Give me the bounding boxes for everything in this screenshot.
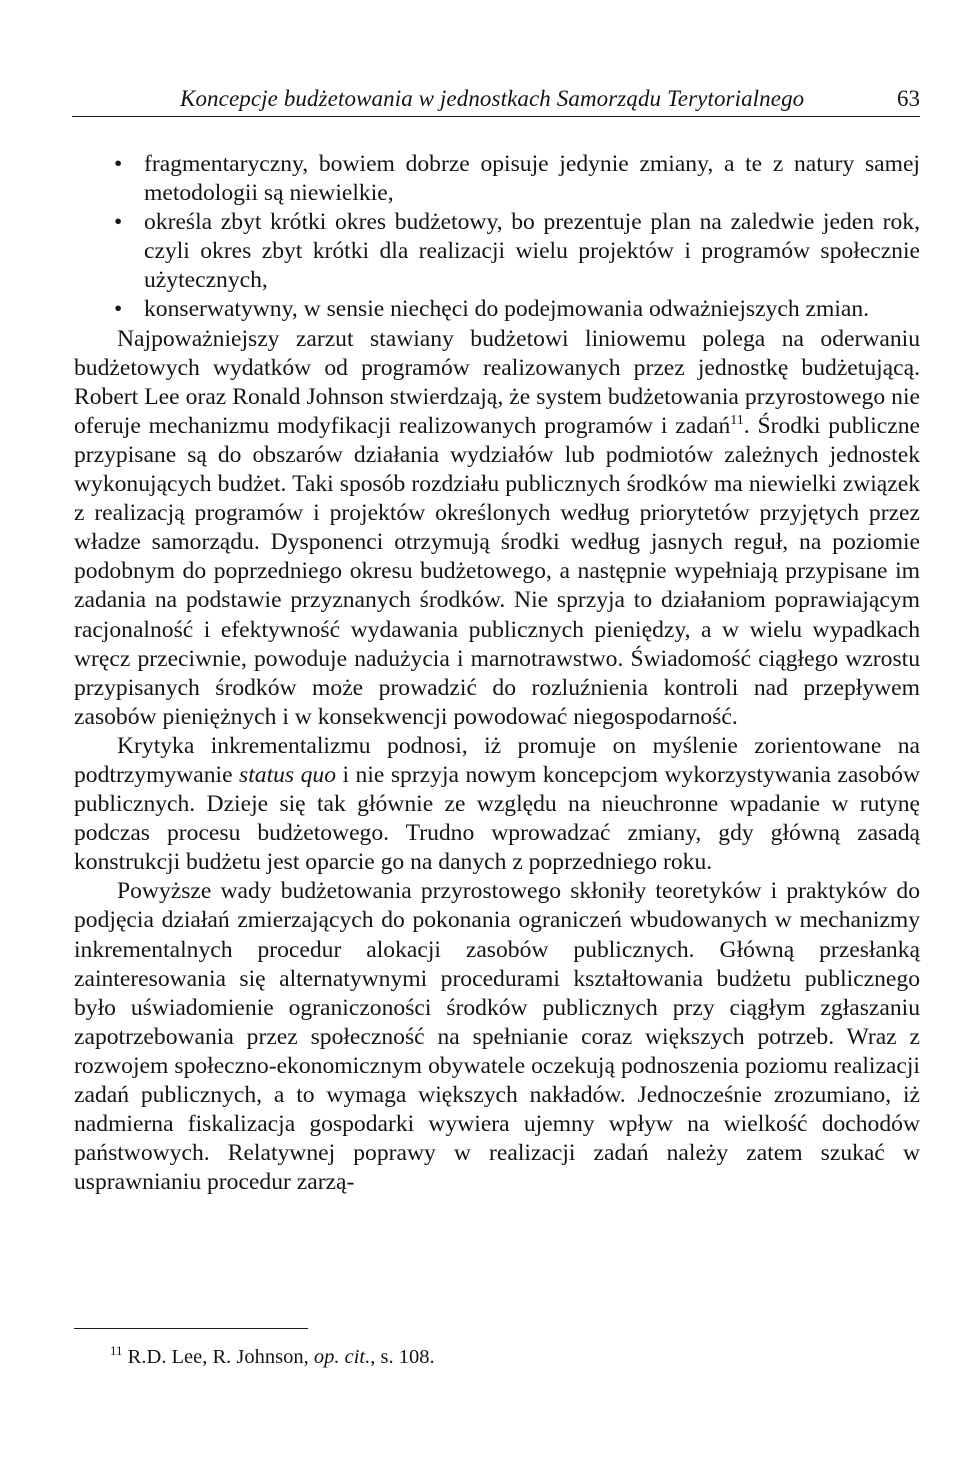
main-text [74,150,920,1197]
list-item [74,295,920,324]
bullet-list [74,150,920,325]
footnote-text: R.D. Lee, R. Johnson, [122,1346,314,1368]
bullet-icon: • [114,151,123,177]
list-item-text: określa zbyt krótki okres budżetowy, bo prezentuje plan na zaledwie jeden rok, czyli okres zbyt krótki dla realizacji wielu projektów i programów społecznie użytecznych, [144,209,920,294]
page-header [72,82,920,117]
footnote-divider [74,1328,308,1329]
list-item [74,150,920,208]
bullet-icon: • [114,209,123,236]
paragraph-text: . Środki publiczne przypisane są do obszarów działania wydziałów lub podmiotów zależnych jednostek wykonujących budżet. Taki sposób rozdziału publicznych środków ma niewielki związek z realizacją programów i projektów określonych według priorytetów przyjętych przez władze samorządu. Dysponenci otrzymują środki według jasnych reguł, na poziomie podobnym do poprzedniego okresu budżetowego, a następnie wypełniają przypisane im zadania na podstawie przyznanych środków. Nie sprzyja to działaniom poprawiającym racjonalność i efektywność wydawania publicznych pieniędzy, a w wielu wypadkach wręcz przeciwnie, powoduje nadużycia i marnotrawstwo. Świadomość ciągłego wzrostu przypisanych środków może prowadzić do rozluźnienia kontroli nad przepływem zasobów pieniężnych i w konsekwencji powodować niegospodarność. [74,412,921,730]
footnote-italic: op. cit. [313,1346,371,1368]
footnote [110,1343,435,1369]
page-number: 63 [897,86,920,111]
footnote-reference: 11 [730,412,744,428]
italic-term: status quo [239,761,336,788]
list-item-text: konserwatywny, w sensie niechęci do podejmowania odważniejszych zmian. [144,296,870,323]
paragraph-text: Najpoważniejszy zarzut stawiany budżetowi liniowemu polega na oderwaniu budżetowych wydatków od programów realizowanych przez jednostkę budżetującą. Robert Lee oraz Ronald Johnson stwierdzają, że system budżetowania przyrostowego nie oferuje mechanizmu modyfikacji realizowanych programów i zadań [74,325,920,439]
bullet-icon: • [114,296,123,323]
running-title: Koncepcje budżetowania w jednostkach Samorządu Terytorialnego [180,86,805,111]
footnote-text: , s. 108. [370,1346,435,1368]
paragraph-critique [74,325,920,732]
paragraph-incrementalism [74,732,920,877]
paragraph-text: i nie sprzyja nowym koncepcjom wykorzystywania zasobów publicznych. Dzieje się tak głównie ze względu na nieuchronne wpadanie w rutynę podczas procesu budżetowego. Trudno wprowadzać zmiany, gdy główną zasadą konstrukcji budżetu jest oparcie go na danych z poprzedniego roku. [74,761,920,876]
paragraph-alternatives: Powyższe wady budżetowania przyrostowego skłoniły teoretyków i praktyków do podjęcia działań zmierzających do pokonania ograniczeń wbudowanych w mechanizmy inkrementalnych procedur alokacji zasobów publicznych. Główną przesłanką zainteresowania się alternatywnymi procedurami kształtowania budżetu publicznego było uświadomienie ograniczoności środków publicznych przy ciągłym zgłaszaniu zapotrzebowania przez społeczność na spełnianie coraz większych potrzeb. Wraz z rozwojem społeczno-ekonomicznym obywatele oczekują podnoszenia poziomu realizacji zadań publicznych, a to wymaga większych nakładów. Jednocześnie zrozumiano, iż nadmierna fiskalizacja gospodarki wywiera ujemny wpływ na wielkość dochodów państwowych. Relatywnej poprawy w realizacji zadań należy zatem szukać w usprawnianiu procedur zarzą- [74,878,920,1196]
paragraph-text: Krytyka inkrementalizmu podnosi, iż promuje on myślenie zorientowane na podtrzymywanie [74,732,920,788]
list-item [74,208,920,295]
footnote-number: 11 [110,1343,123,1359]
list-item-text: fragmentaryczny, bowiem dobrze opisuje jedynie zmiany, a te z natury samej metodologii są niewielkie, [144,151,920,207]
